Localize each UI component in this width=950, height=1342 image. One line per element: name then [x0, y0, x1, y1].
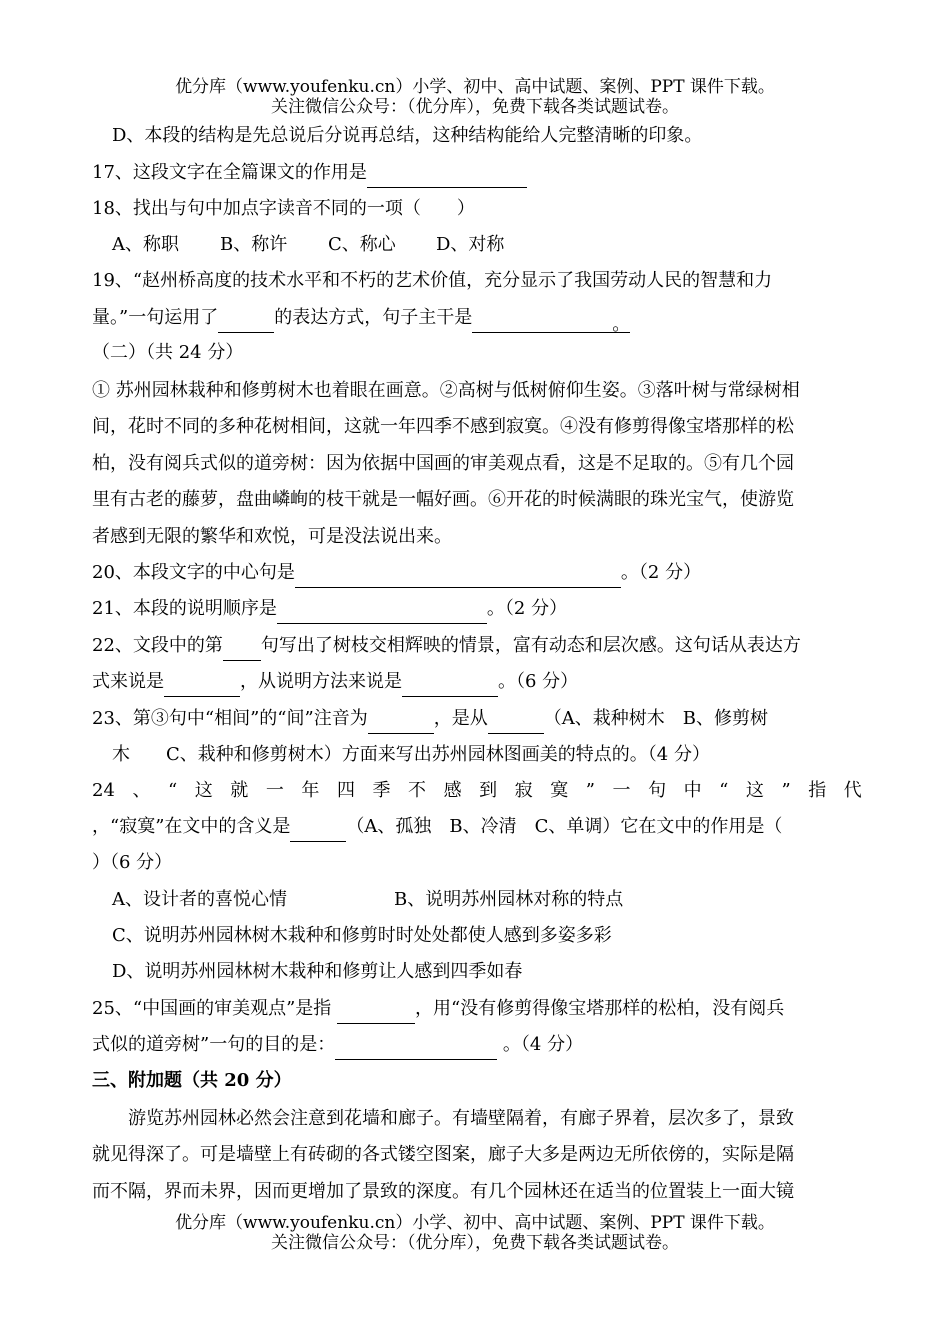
q16-option-d: D、本段的结构是先总说后分说再总结，这种结构能给人完整清晰的印象。 [112, 125, 703, 146]
answer-blank[interactable] [290, 819, 346, 842]
passage-line-2: 间，花时不同的多种花树相间，这就一年四季不感到寂寞。④没有修剪得像宝塔那样的松 [92, 416, 794, 437]
question-22-line-1: 22、文段中的第 句写出了树枝交相辉映的情景，富有动态和层次感。这句话从表达方 [92, 631, 862, 661]
answer-blank[interactable] [368, 711, 434, 734]
question-25-line-1: 25、“中国画的审美观点”是指 ，用“没有修剪得像宝塔那样的松柏，没有阅兵 [92, 994, 862, 1024]
q18-options [112, 230, 882, 260]
footer-line-1: 优分库（www.youfenku.cn）小学、初中、高中试题、案例、PPT 课件下载。 [175, 1213, 775, 1233]
answer-blank[interactable] [335, 1037, 497, 1060]
answer-blank[interactable] [488, 711, 544, 734]
passage-line-4: 里有古老的藤萝，盘曲嶙峋的枝干就是一幅好画。⑥开花的时候满眼的珠光宝气，使游览 [92, 489, 794, 510]
q24-option-a: A、设计者的喜悦心情 [112, 889, 287, 910]
answer-blank[interactable] [402, 674, 498, 697]
section-3-passage-line-3: 而不隔，界而未界，因而更增加了景致的深度。有几个园林还在适当的位置装上一面大镜 [92, 1181, 794, 1202]
answer-blank[interactable] [367, 165, 527, 188]
question-18: 18、找出与句中加点字读音不同的一项（ ） [92, 198, 475, 219]
q18-option-a: A、称职 [112, 234, 179, 255]
question-24-line-1: 24 、 “ 这 就 一 年 四 季 不 感 到 寂 寞 ” 一 句 中 “ 这 ” 指 代 [92, 780, 862, 801]
section-3-title: 三、附加题（共 20 分） [92, 1070, 292, 1091]
question-23-line-2: 木 C、栽种和修剪树木）方面来写出苏州园林图画美的特点的。（4 分） [112, 744, 710, 765]
passage-line-1: ① 苏州园林栽种和修剪树木也着眼在画意。②高树与低树俯仰生姿。③落叶树与常绿树相 [92, 380, 800, 401]
question-19-line-1: 19、“赵州桥高度的技术水平和不朽的艺术价值，充分显示了我国劳动人民的智慧和力 [92, 270, 773, 291]
q24-option-b: B、说明苏州园林对称的特点 [394, 889, 624, 910]
q24-option-c: C、说明苏州园林树木栽种和修剪时时处处都使人感到多姿多彩 [112, 925, 612, 946]
passage-line-3: 柏，没有阅兵式似的道旁树：因为依据中国画的审美观点看，这是不足取的。⑤有几个园 [92, 453, 794, 474]
section-3-passage-line-1: 游览苏州园林必然会注意到花墙和廊子。有墙壁隔着，有廊子界着，层次多了，景致 [92, 1108, 794, 1129]
section-3-passage-line-2: 就见得深了。可是墙壁上有砖砌的各式镂空图案，廊子大多是两边无所依傍的，实际是隔 [92, 1144, 794, 1165]
answer-blank[interactable] [277, 601, 487, 624]
question-17: 17、这段文字在全篇课文的作用是 [92, 158, 862, 188]
passage-line-5: 者感到无限的繁华和欢悦，可是没法说出来。 [92, 526, 452, 547]
q18-option-b: B、称许 [220, 234, 288, 255]
answer-blank[interactable] [164, 674, 240, 697]
q24-option-d: D、说明苏州园林树木栽种和修剪让人感到四季如春 [112, 961, 523, 982]
q18-option-d: D、对称 [436, 234, 505, 255]
question-24-line-3: ）（6 分） [92, 852, 173, 873]
answer-blank[interactable] [337, 1001, 415, 1024]
question-20: 20、本段文字的中心句是 。（2 分） [92, 558, 862, 588]
section-2-title: （二）（共 24 分） [92, 342, 244, 363]
answer-blank[interactable] [218, 310, 274, 333]
question-22-line-2: 式来说是 ，从说明方法来说是 。（6 分） [92, 667, 862, 697]
q18-option-c: C、称心 [328, 234, 396, 255]
header-line-2: 关注微信公众号：（优分库），免费下载各类试题试卷。 [271, 97, 679, 117]
question-21: 21、本段的说明顺序是 。（2 分） [92, 594, 862, 624]
question-19-line-2: 量。”一句运用了 的表达方式，句子主干是 。 [92, 307, 631, 335]
header-line-1: 优分库（www.youfenku.cn）小学、初中、高中试题、案例、PPT 课件下载。 [175, 77, 775, 97]
answer-blank[interactable]: 。 [472, 310, 630, 333]
question-25-line-2: 式似的道旁树”一句的目的是： 。（4 分） [92, 1030, 862, 1060]
question-24-line-2: ，“寂寞”在文中的含义是 （A、孤独 B、冷清 C、单调）它在文中的作用是（ [92, 812, 862, 842]
question-23-line-1: 23、第③句中“相间”的“间”注音为 ，是从 （A、栽种树木 B、修剪树 [92, 704, 862, 734]
answer-blank[interactable] [295, 565, 621, 588]
footer-line-2: 关注微信公众号：（优分库），免费下载各类试题试卷。 [271, 1233, 679, 1253]
q24-options-ab [112, 885, 882, 915]
answer-blank[interactable] [223, 638, 261, 661]
